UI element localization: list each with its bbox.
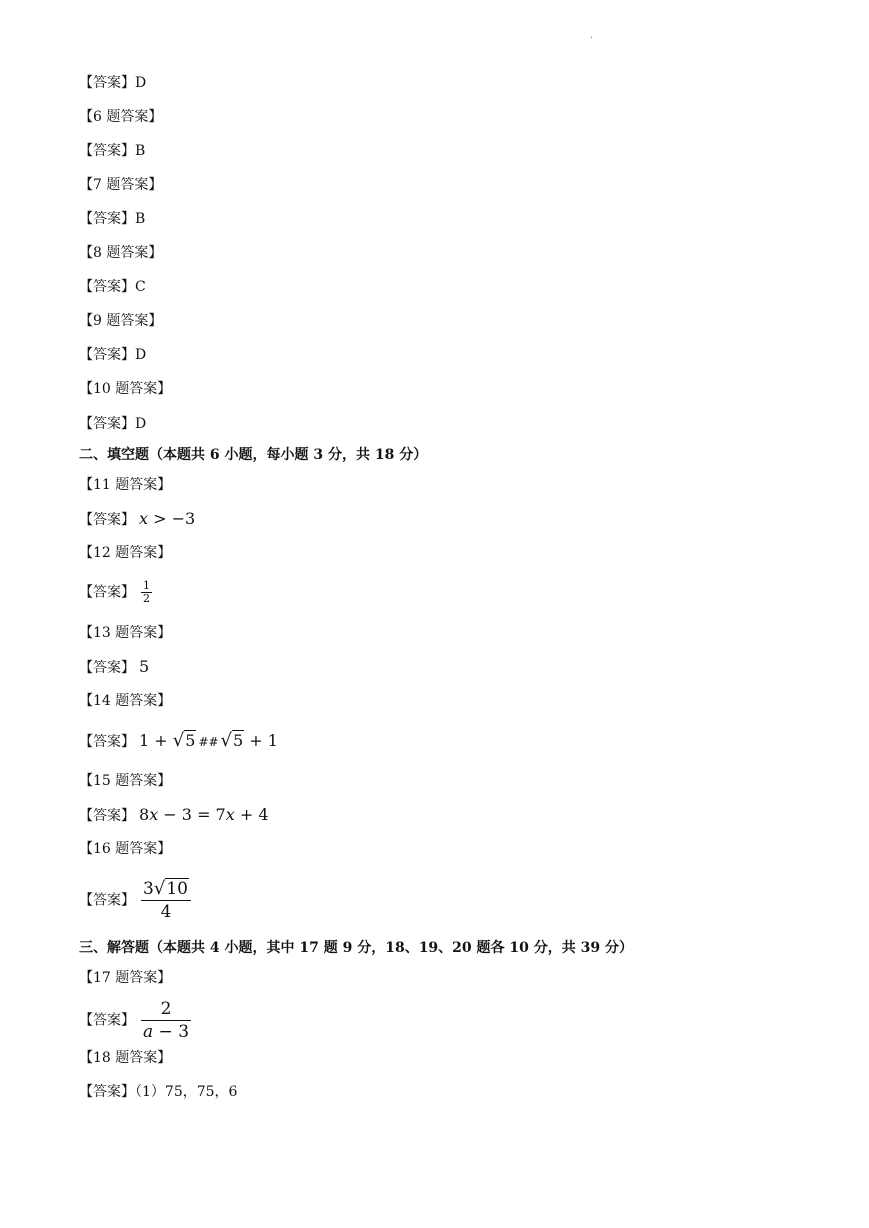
math-text: − 3 = 7 (158, 805, 226, 824)
question-label: 【17 题答案】 (79, 970, 172, 986)
answer-line: 【答案】D (79, 416, 147, 432)
answer-line: 【答案】B (79, 143, 146, 159)
radicand: 5 (233, 731, 244, 750)
math-variable: x (139, 509, 149, 528)
square-root (173, 731, 197, 751)
question-label: 【18 题答案】 (79, 1050, 172, 1066)
square-root (221, 731, 245, 751)
math-expression: 5 (139, 657, 150, 676)
fraction (141, 878, 191, 923)
question-label: 【15 题答案】 (79, 773, 172, 789)
answer-prefix: 【答案】 (79, 892, 135, 909)
header-mark: . (590, 30, 594, 41)
question-label: 【10 题答案】 (79, 381, 172, 397)
answer-line (79, 580, 152, 605)
math-text: 3 (143, 879, 154, 899)
answer-prefix: 【答案】 (79, 734, 135, 750)
radical-sign-icon: √ (153, 878, 166, 899)
question-label: 【8 题答案】 (79, 245, 163, 261)
answer-line (79, 805, 269, 826)
numerator: 2 (141, 998, 191, 1021)
math-variable: x (225, 805, 235, 824)
denominator: 2 (143, 592, 150, 605)
radical-sign-icon: √ (172, 730, 185, 751)
answer-prefix: 【答案】 (79, 808, 135, 824)
question-label: 【6 题答案】 (79, 109, 163, 125)
math-expression (139, 731, 278, 750)
math-text: > −3 (148, 509, 196, 528)
question-label: 【13 题答案】 (79, 625, 172, 641)
denominator (141, 1021, 191, 1043)
math-variable: x (149, 805, 159, 824)
math-text: + 1 (244, 731, 278, 750)
answer-text: （1）75，75，6 (135, 1084, 238, 1100)
section-heading-solutions: 三、解答题（本题共 4 小题，其中 17 题 9 分，18、19、20 题各 10 分，共 39 分） (79, 940, 633, 956)
math-text: − 3 (153, 1022, 190, 1042)
question-label: 【12 题答案】 (79, 545, 172, 561)
radical-sign-icon: √ (220, 730, 233, 751)
question-label: 【11 题答案】 (79, 477, 172, 493)
answer-prefix: 【答案】 (79, 1012, 135, 1029)
answer-prefix: 【答案】 (79, 584, 135, 601)
question-label: 【7 题答案】 (79, 177, 163, 193)
radicand: 10 (166, 879, 188, 899)
answer-prefix: 【答案】 (79, 512, 135, 528)
answer-prefix: 【答案】 (79, 1084, 135, 1100)
answer-line (79, 998, 191, 1043)
math-text: 1 + (139, 731, 173, 750)
answer-line (79, 731, 278, 752)
math-expression (139, 509, 195, 528)
answer-line (79, 1082, 237, 1102)
question-label: 【9 题答案】 (79, 313, 163, 329)
square-root (154, 878, 189, 900)
answer-prefix: 【答案】 (79, 660, 135, 676)
answer-line (79, 878, 191, 923)
question-label: 【14 题答案】 (79, 693, 172, 709)
denominator: 4 (160, 902, 172, 922)
answer-line: 【答案】D (79, 347, 147, 363)
fraction (141, 998, 191, 1043)
math-text: 8 (139, 805, 150, 824)
answer-line: 【答案】C (79, 279, 146, 295)
fraction (141, 580, 152, 605)
answer-line: 【答案】D (79, 75, 147, 91)
numerator: 1 (143, 579, 150, 592)
radicand: 5 (185, 731, 196, 750)
math-text: + 4 (234, 805, 269, 824)
answer-line: 【答案】B (79, 211, 146, 227)
separator: ## (198, 735, 219, 749)
math-variable: a (143, 1022, 154, 1042)
numerator (141, 878, 191, 901)
math-expression (139, 805, 269, 824)
question-label: 【16 题答案】 (79, 841, 172, 857)
answer-line (79, 657, 149, 678)
answer-line (79, 509, 195, 530)
section-heading-fill-in: 二、填空题（本题共 6 小题，每小题 3 分，共 18 分） (79, 447, 428, 463)
